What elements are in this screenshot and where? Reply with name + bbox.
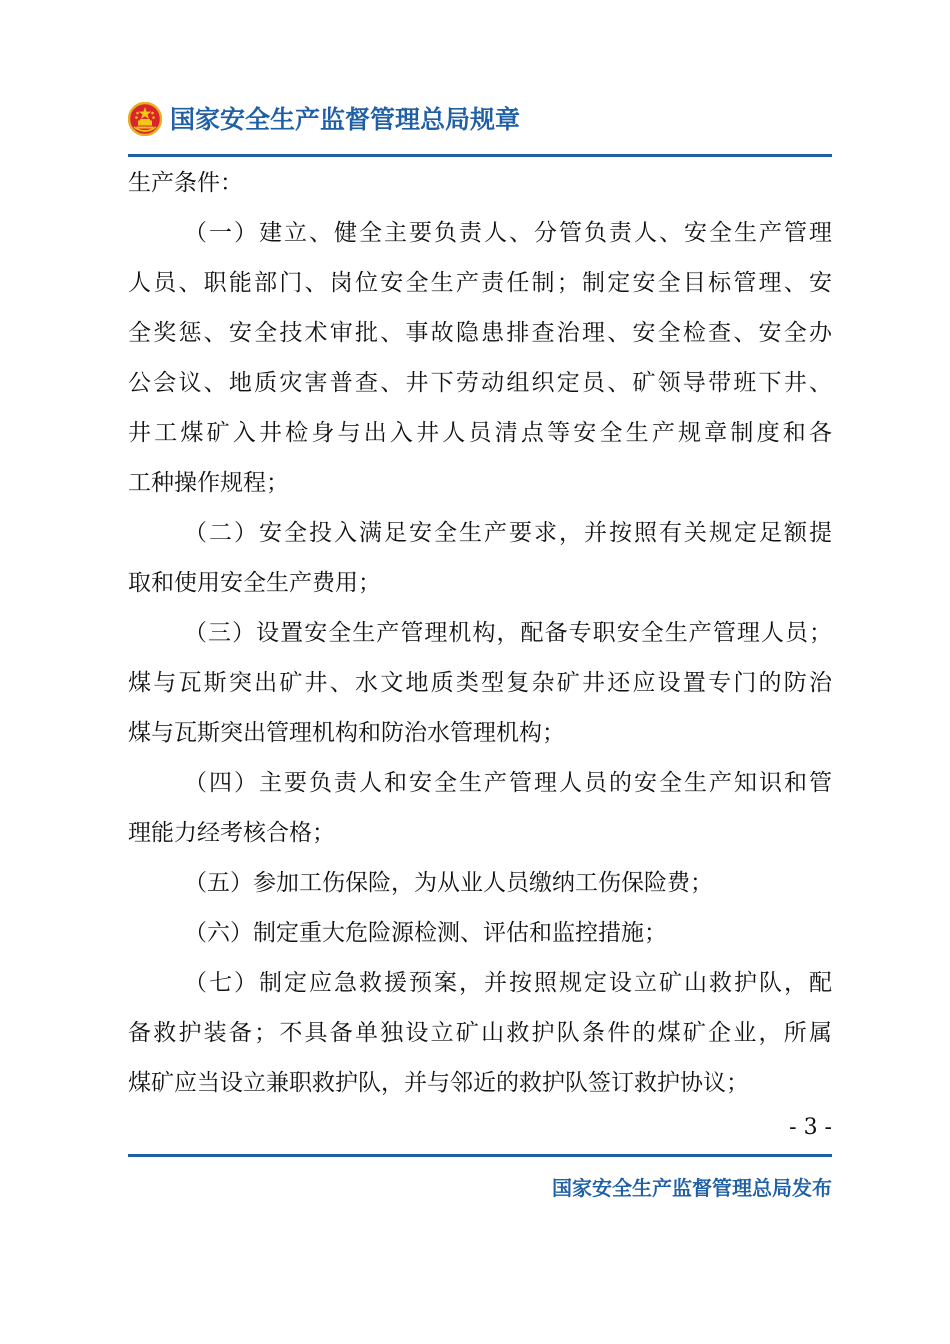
body-text-line: 煤矿应当设立兼职救护队，并与邻近的救护队签订救护协议； <box>128 1070 749 1096</box>
body-text-line: （五）参加工伤保险，为从业人员缴纳工伤保险费； <box>184 870 713 896</box>
body-text-line: 煤与瓦斯突出矿井、水文地质类型复杂矿井还应设置专门的防治 <box>128 670 832 696</box>
body-text-line: 人员、职能部门、岗位安全生产责任制；制定安全目标管理、安 <box>128 270 832 296</box>
body-text-line: 煤与瓦斯突出管理机构和防治水管理机构； <box>128 720 565 746</box>
header-title: 国家安全生产监督管理总局规章 <box>170 105 521 134</box>
body-text-line: （一）建立、健全主要负责人、分管负责人、安全生产管理 <box>184 220 832 246</box>
page-number: - 3 - <box>789 1115 832 1140</box>
document-body <box>128 158 832 1108</box>
body-text-line: 理能力经考核合格； <box>128 820 335 846</box>
body-text-line: 取和使用安全生产费用； <box>128 570 381 596</box>
footer-title: 国家安全生产监督管理总局发布 <box>552 1176 832 1200</box>
header-divider <box>128 154 832 157</box>
national-emblem-icon <box>128 102 162 136</box>
body-text-line: （三）设置安全生产管理机构，配备专职安全生产管理人员； <box>184 620 832 646</box>
body-text-line: （二）安全投入满足安全生产要求，并按照有关规定足额提 <box>184 520 832 546</box>
body-text-line: 生产条件： <box>128 170 243 196</box>
body-text-line: （六）制定重大危险源检测、评估和监控措施； <box>184 920 667 946</box>
body-text-line: 备救护装备；不具备单独设立矿山救护队条件的煤矿企业，所属 <box>128 1020 832 1046</box>
body-text-line: 工种操作规程； <box>128 470 289 496</box>
body-text-line: 公会议、地质灾害普查、井下劳动组织定员、矿领导带班下井、 <box>128 370 832 396</box>
page-header <box>128 100 832 148</box>
body-text-line: （四）主要负责人和安全生产管理人员的安全生产知识和管 <box>184 770 832 796</box>
body-text-line: 全奖惩、安全技术审批、事故隐患排查治理、安全检查、安全办 <box>128 320 832 346</box>
body-text-line: （七）制定应急救援预案，并按照规定设立矿山救护队，配 <box>184 970 832 996</box>
body-text-line: 井工煤矿入井检身与出入井人员清点等安全生产规章制度和各 <box>128 420 832 446</box>
footer-divider <box>128 1154 832 1157</box>
